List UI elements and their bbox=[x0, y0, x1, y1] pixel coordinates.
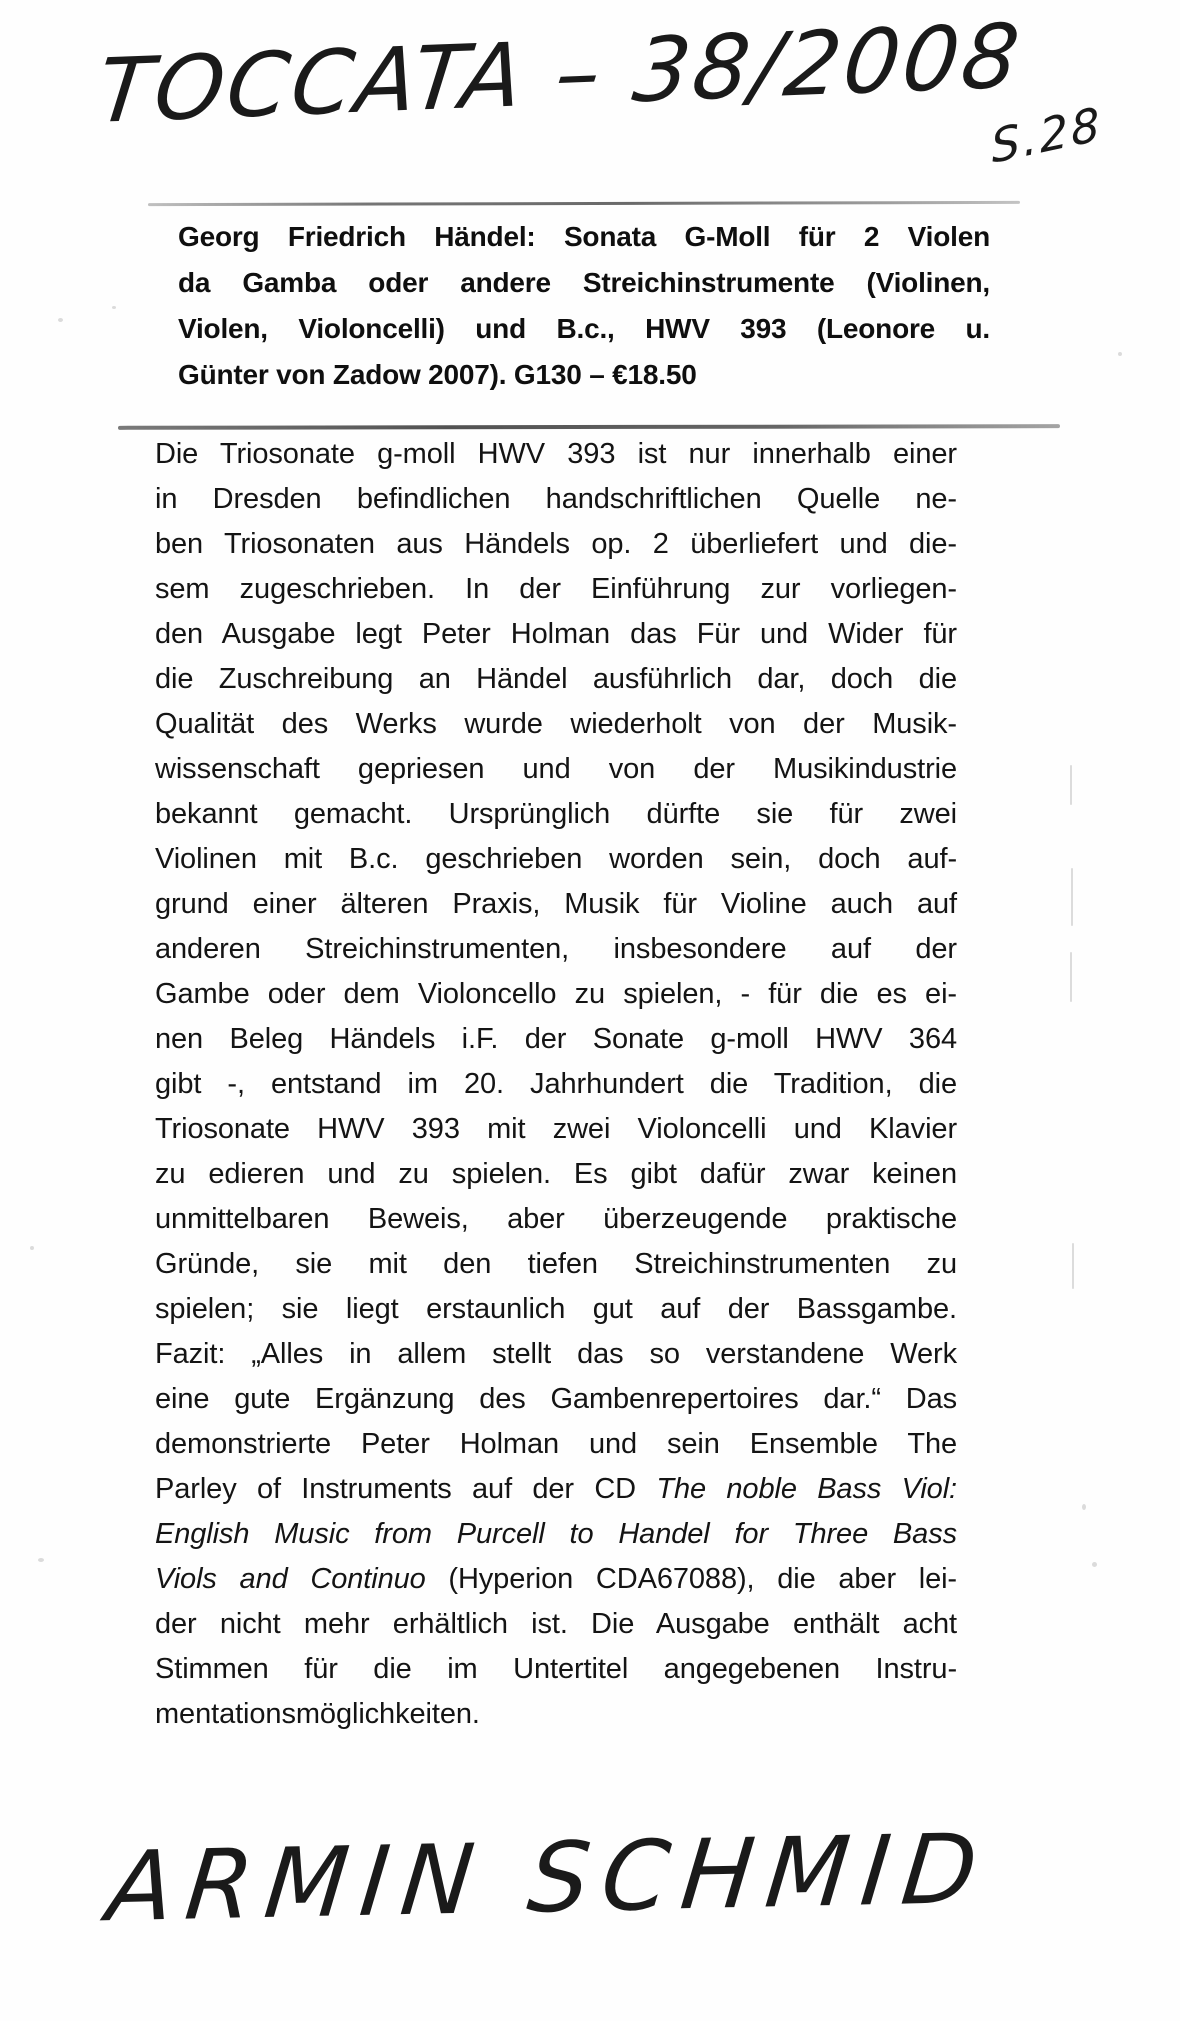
body-line: Gambe oder dem Violoncello zu spielen, - für die es ei- bbox=[155, 978, 957, 1010]
body-line: sem zugeschrieben. In der Einführung zur vorliegen- bbox=[155, 573, 957, 605]
body-line: den Ausgabe legt Peter Holman das Für und Wider für bbox=[155, 618, 957, 650]
handwritten-page-reference: S.28 bbox=[989, 96, 1105, 174]
review-body bbox=[155, 432, 957, 1737]
body-line: anderen Streichinstrumenten, insbesondere auf der bbox=[155, 933, 957, 965]
divider-header bbox=[118, 424, 1060, 430]
scan-speck bbox=[38, 1558, 44, 1562]
body-line: demonstrierte Peter Holman und sein Ensemble The bbox=[155, 1428, 957, 1460]
body-line: Die Triosonate g-moll HWV 393 ist nur innerhalb einer bbox=[155, 438, 957, 470]
body-line: zu edieren und zu spielen. Es gibt dafür zwar keinen bbox=[155, 1158, 957, 1190]
body-line: Gründe, sie mit den tiefen Streichinstrumenten zu bbox=[155, 1248, 957, 1280]
body-line: English Music from Purcell to Handel for Three Bass bbox=[155, 1518, 957, 1550]
scan-speck bbox=[1082, 1504, 1086, 1510]
body-line: nen Beleg Händels i.F. der Sonate g-moll HWV 364 bbox=[155, 1023, 957, 1055]
scan-artifact-dash bbox=[1070, 765, 1072, 805]
header-line: da Gamba oder andere Streichinstrumente (Violinen, bbox=[178, 267, 990, 298]
header-line: Günter von Zadow 2007). G130 – €18.50 bbox=[178, 359, 697, 390]
body-line: wissenschaft gepriesen und von der Musikindustrie bbox=[155, 753, 957, 785]
scan-speck bbox=[112, 306, 116, 309]
scan-speck bbox=[30, 1246, 34, 1250]
body-line: Parley of Instruments auf der CD The noble Bass Viol: bbox=[155, 1473, 957, 1505]
review-header bbox=[178, 214, 990, 398]
body-line: unmittelbaren Beweis, aber überzeugende praktische bbox=[155, 1203, 957, 1235]
header-line: Violen, Violoncelli) und B.c., HWV 393 (Leonore u. bbox=[178, 313, 990, 344]
body-line: der nicht mehr erhältlich ist. Die Ausgabe enthält acht bbox=[155, 1608, 957, 1640]
body-line: Viols and Continuo (Hyperion CDA67088), die aber lei- bbox=[155, 1563, 957, 1595]
body-line: Violinen mit B.c. geschrieben worden sein, doch auf- bbox=[155, 843, 957, 875]
scan-speck bbox=[1118, 352, 1122, 356]
scan-artifact-dash bbox=[1072, 1243, 1074, 1289]
body-line: Triosonate HWV 393 mit zwei Violoncelli und Klavier bbox=[155, 1113, 957, 1145]
body-line: grund einer älteren Praxis, Musik für Violine auch auf bbox=[155, 888, 957, 920]
header-line: Georg Friedrich Händel: Sonata G-Moll für 2 Violen bbox=[178, 221, 990, 252]
divider-top bbox=[148, 201, 1020, 206]
body-line: gibt -, entstand im 20. Jahrhundert die Tradition, die bbox=[155, 1068, 957, 1100]
scan-artifact-dash bbox=[1071, 868, 1073, 926]
body-line: spielen; sie liegt erstaunlich gut auf der Bassgambe. bbox=[155, 1293, 957, 1325]
handwritten-journal-reference: TOCCATA – 38/2008 bbox=[92, 3, 1028, 144]
body-line: mentationsmöglichkeiten. bbox=[155, 1698, 480, 1730]
scan-speck bbox=[58, 318, 63, 322]
body-line: ben Triosonaten aus Händels op. 2 überliefert und die- bbox=[155, 528, 957, 560]
scan-speck bbox=[1092, 1562, 1097, 1567]
body-line: die Zuschreibung an Händel ausführlich dar, doch die bbox=[155, 663, 957, 695]
scan-artifact-dash bbox=[1070, 952, 1072, 1002]
body-line: in Dresden befindlichen handschriftlichen Quelle ne- bbox=[155, 483, 957, 515]
body-line: Qualität des Werks wurde wiederholt von der Musik- bbox=[155, 708, 957, 740]
body-line: eine gute Ergänzung des Gambenrepertoires dar.“ Das bbox=[155, 1383, 957, 1415]
handwritten-reviewer-signature: ARMIN SCHMID bbox=[102, 1812, 995, 1944]
body-line: Fazit: „Alles in allem stellt das so verstandene Werk bbox=[155, 1338, 957, 1370]
body-line: bekannt gemacht. Ursprünglich dürfte sie für zwei bbox=[155, 798, 957, 830]
body-line: Stimmen für die im Untertitel angegebenen Instru- bbox=[155, 1653, 957, 1685]
